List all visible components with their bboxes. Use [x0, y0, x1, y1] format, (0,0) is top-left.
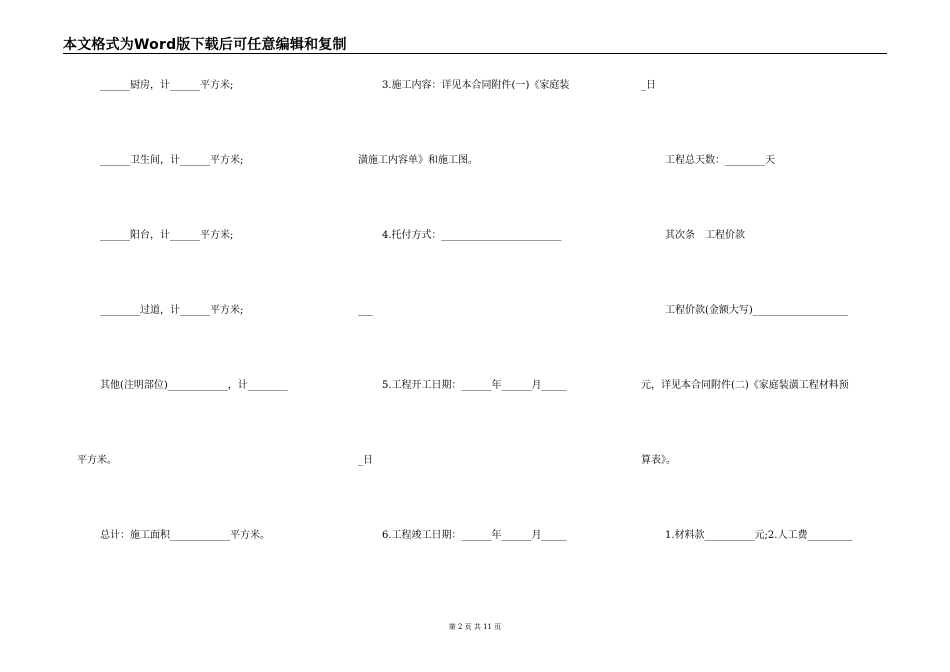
- page-header: [63, 33, 887, 54]
- section-price-heading: 其次条 工程价款: [665, 230, 745, 241]
- other-area-line: 其他(注明部位)____________，计________: [100, 380, 288, 391]
- entrust-method-line: 4.托付方式：________________________: [382, 230, 562, 241]
- kitchen-area-line: ______厨房，计______平方米;: [100, 80, 234, 91]
- price-detail-line: 元，详见本合同附件(二)《家庭装潢工程材料预: [641, 380, 849, 391]
- start-date-line: 5.工程开工日期：______年______月_____: [382, 380, 567, 391]
- other-area-unit-line: 平方米。: [77, 455, 117, 466]
- balcony-area-line: ______阳台，计______平方米;: [100, 230, 234, 241]
- start-date-continued-line: _日: [358, 455, 373, 466]
- total-area-line: 总计：施工面积____________平方米。: [100, 530, 270, 541]
- construction-content-line: 3.施工内容：详见本合同附件(一)《家庭装: [382, 80, 570, 91]
- construction-content-continued-line: 潢施工内容单》和施工图。: [358, 155, 478, 166]
- material-labor-cost-line: 1.材料款__________元;2.人工费_________: [665, 530, 853, 541]
- header-title: 本文格式为Word版下载后可任意编辑和复制: [63, 37, 347, 53]
- bathroom-area-line: ______卫生间，计______平方米;: [100, 155, 244, 166]
- corridor-area-line: ________过道，计______平方米;: [100, 305, 244, 316]
- price-amount-line: 工程价款(金额大写)___________________: [665, 305, 848, 316]
- completion-date-line: 6.工程竣工日期：______年______月_____: [382, 530, 567, 541]
- entrust-method-continued-line: ___: [358, 305, 373, 316]
- page-number: 第 2 页 共 11 页: [448, 623, 502, 631]
- total-days-line: 工程总天数：________天: [665, 155, 775, 166]
- completion-date-continued-line: _日: [641, 80, 656, 91]
- price-detail-continued-line: 算表》。: [641, 455, 676, 466]
